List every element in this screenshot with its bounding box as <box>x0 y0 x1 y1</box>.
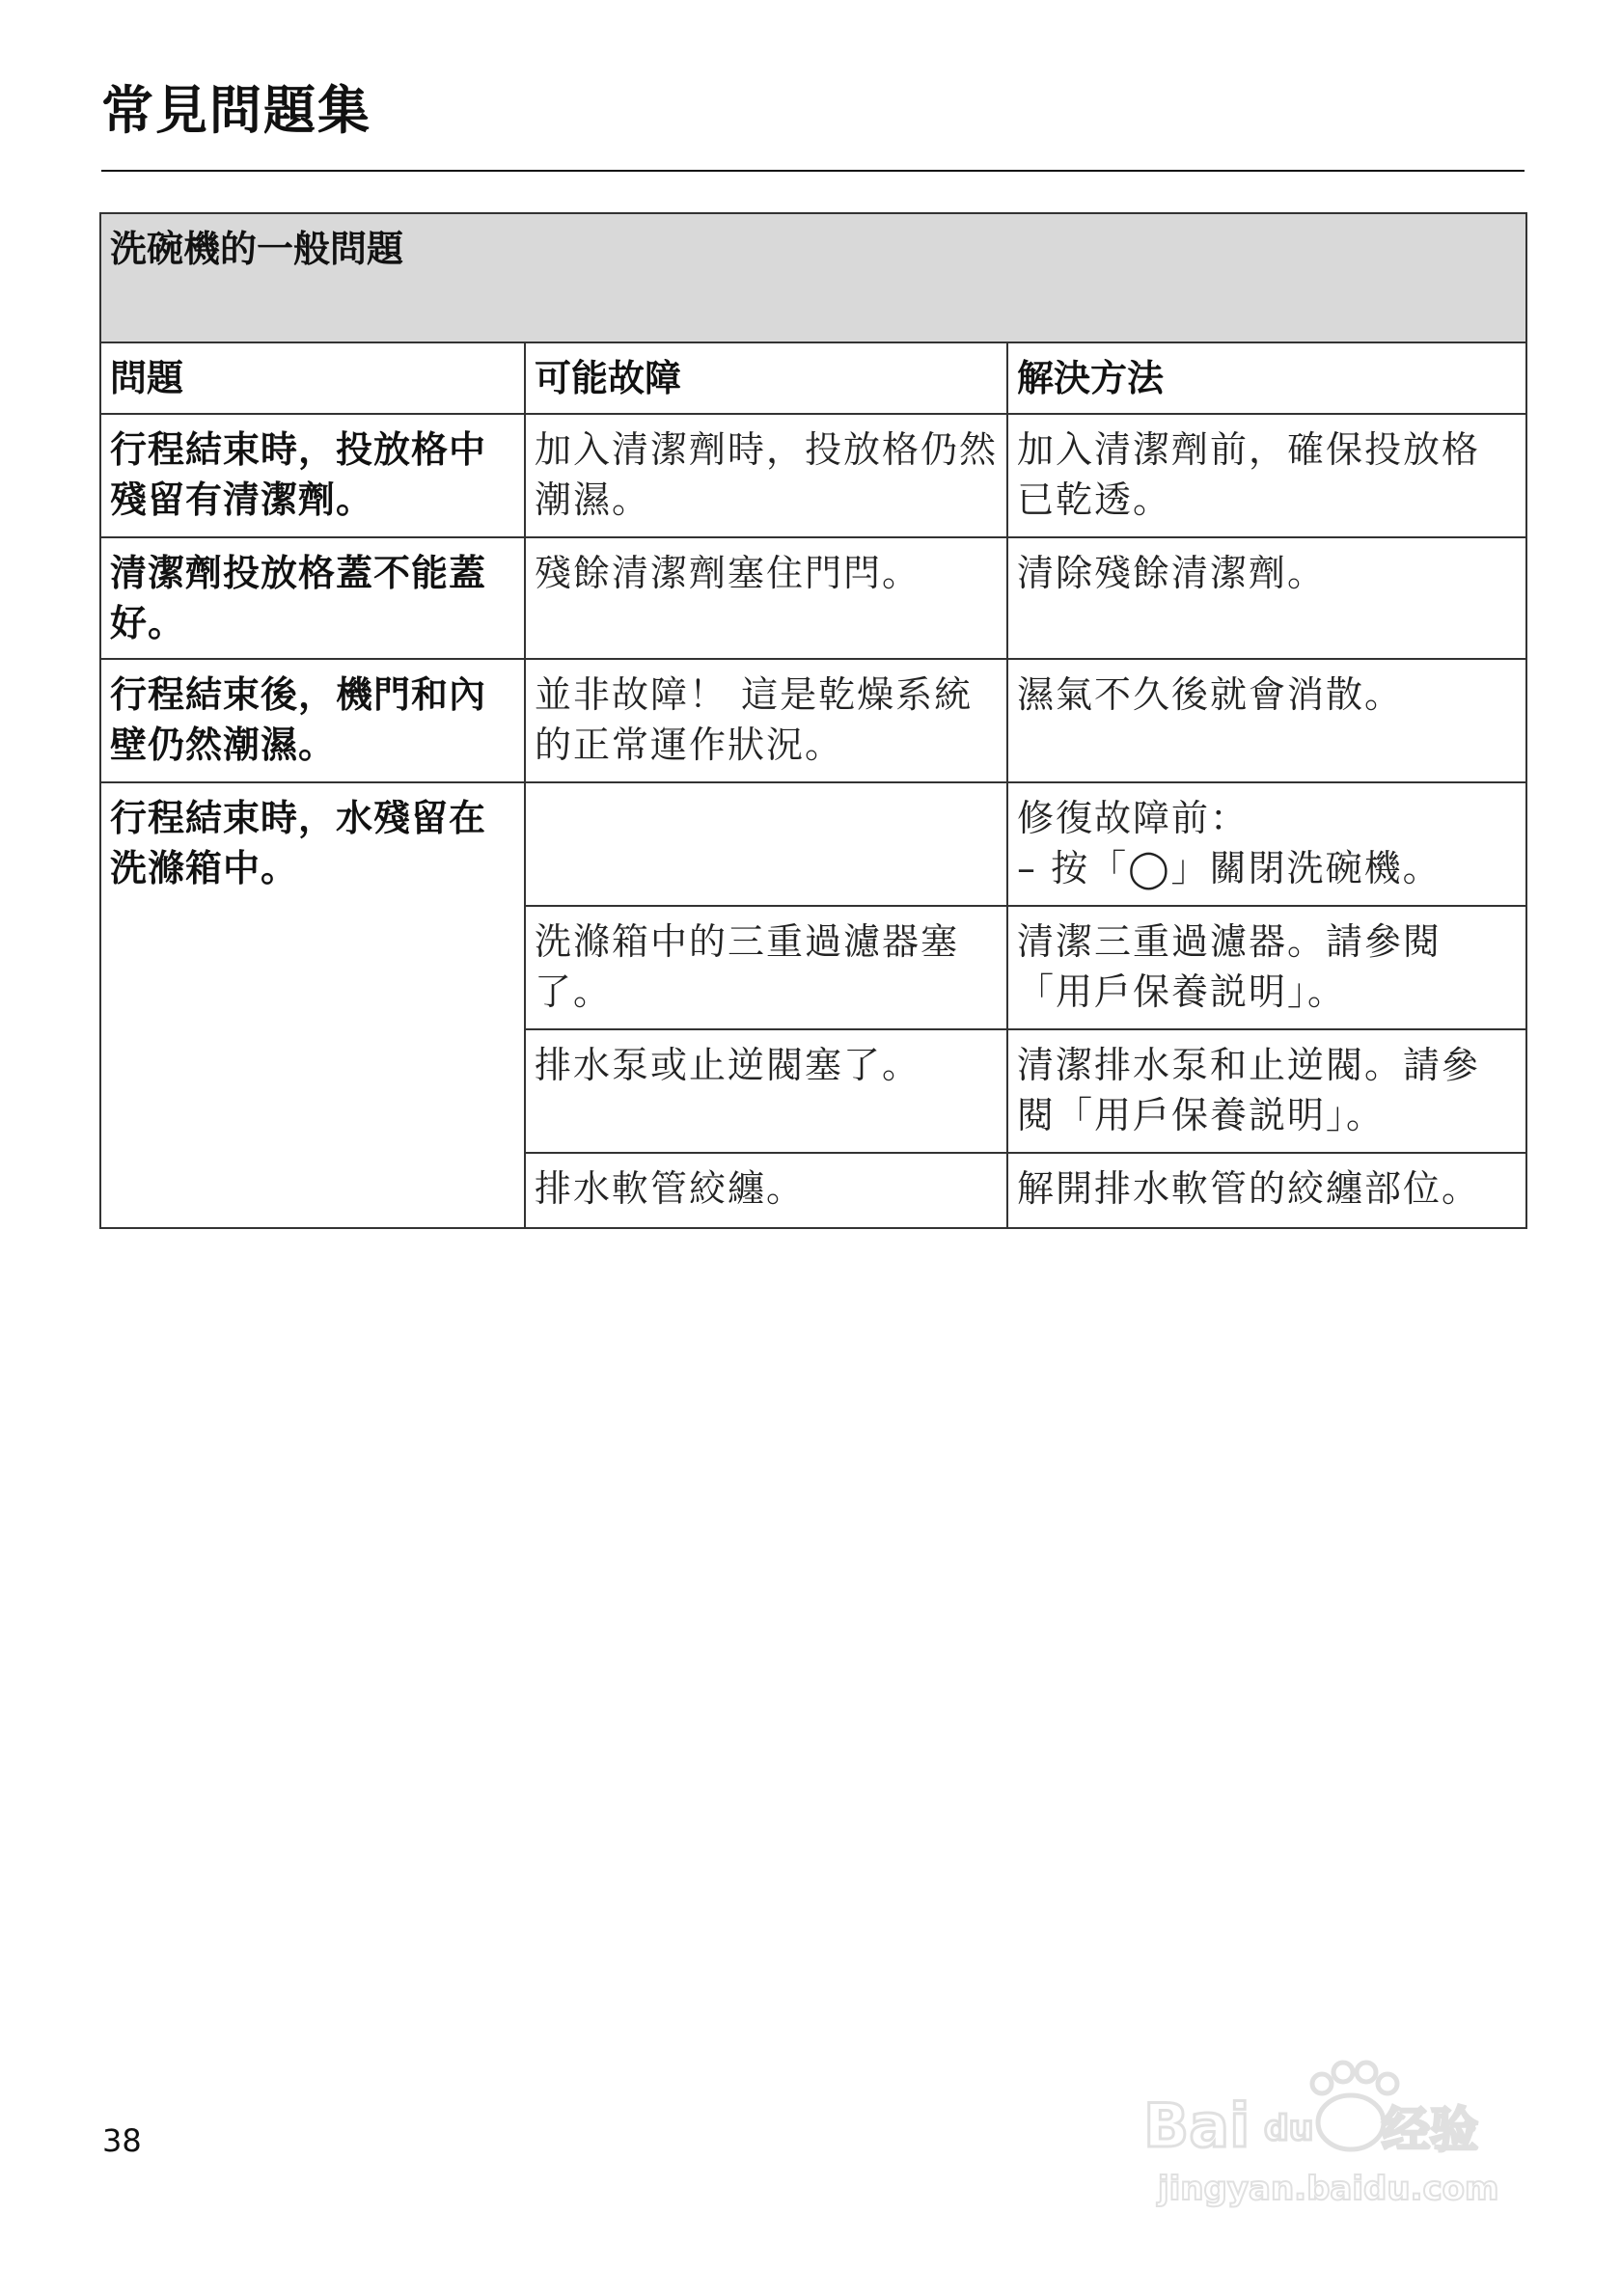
page-title: 常見問題集 <box>101 80 371 141</box>
column-header-solution: 解決方法 <box>1007 342 1526 414</box>
section-title: 洗碗機的一般問題 <box>100 213 1526 342</box>
solution-cell: 清潔三重過濾器。請參閱「用戶保養説明」。 <box>1007 906 1526 1029</box>
problem-cell: 行程結束後，機門和內壁仍然潮濕。 <box>100 659 525 782</box>
column-header-cause: 可能故障 <box>525 342 1007 414</box>
troubleshooting-table <box>99 212 1527 1229</box>
solution-line: 修復故障前： <box>1017 797 1250 839</box>
page-number: 38 <box>102 2122 142 2159</box>
cause-cell: 加入清潔劑時，投放格仍然潮濕。 <box>525 414 1007 537</box>
table-row <box>100 782 1526 906</box>
problem-cell: 行程結束時，投放格中殘留有清潔劑。 <box>100 414 525 537</box>
column-header-problem: 問題 <box>100 342 525 414</box>
solution-cell: 加入清潔劑前，確保投放格已乾透。 <box>1007 414 1526 537</box>
svg-text:jingyan.baidu.com: jingyan.baidu.com <box>1158 2170 1499 2208</box>
baidu-watermark-logo <box>1139 2055 1525 2219</box>
table-row <box>100 659 1526 782</box>
cause-cell: 洗滌箱中的三重過濾器塞了。 <box>525 906 1007 1029</box>
solution-cell <box>1007 782 1526 906</box>
solution-cell: 清潔排水泵和止逆閥。請參閱「用戶保養説明」。 <box>1007 1029 1526 1153</box>
problem-cell: 清潔劑投放格蓋不能蓋好。 <box>100 537 525 659</box>
solution-cell: 清除殘餘清潔劑。 <box>1007 537 1526 659</box>
svg-text:du: du <box>1264 2109 1314 2148</box>
column-header-row <box>100 342 1526 414</box>
solution-cell: 濕氣不久後就會消散。 <box>1007 659 1526 782</box>
title-divider <box>101 170 1525 172</box>
cause-cell: 排水泵或止逆閥塞了。 <box>525 1029 1007 1153</box>
solution-cell: 解開排水軟管的絞纏部位。 <box>1007 1153 1526 1228</box>
cause-cell: 殘餘清潔劑塞住門閂。 <box>525 537 1007 659</box>
cause-cell: 並非故障！ 這是乾燥系統的正常運作狀況。 <box>525 659 1007 782</box>
solution-line: – 按「◯」關閉洗碗機。 <box>1017 847 1442 889</box>
svg-text:Bai: Bai <box>1143 2091 1250 2161</box>
section-header-row <box>100 213 1526 342</box>
svg-text:经验: 经验 <box>1382 2102 1478 2158</box>
problem-cell: 行程結束時，水殘留在洗滌箱中。 <box>100 782 525 1228</box>
table-row <box>100 414 1526 537</box>
table-row <box>100 537 1526 659</box>
cause-cell <box>525 782 1007 906</box>
cause-cell: 排水軟管絞纏。 <box>525 1153 1007 1228</box>
